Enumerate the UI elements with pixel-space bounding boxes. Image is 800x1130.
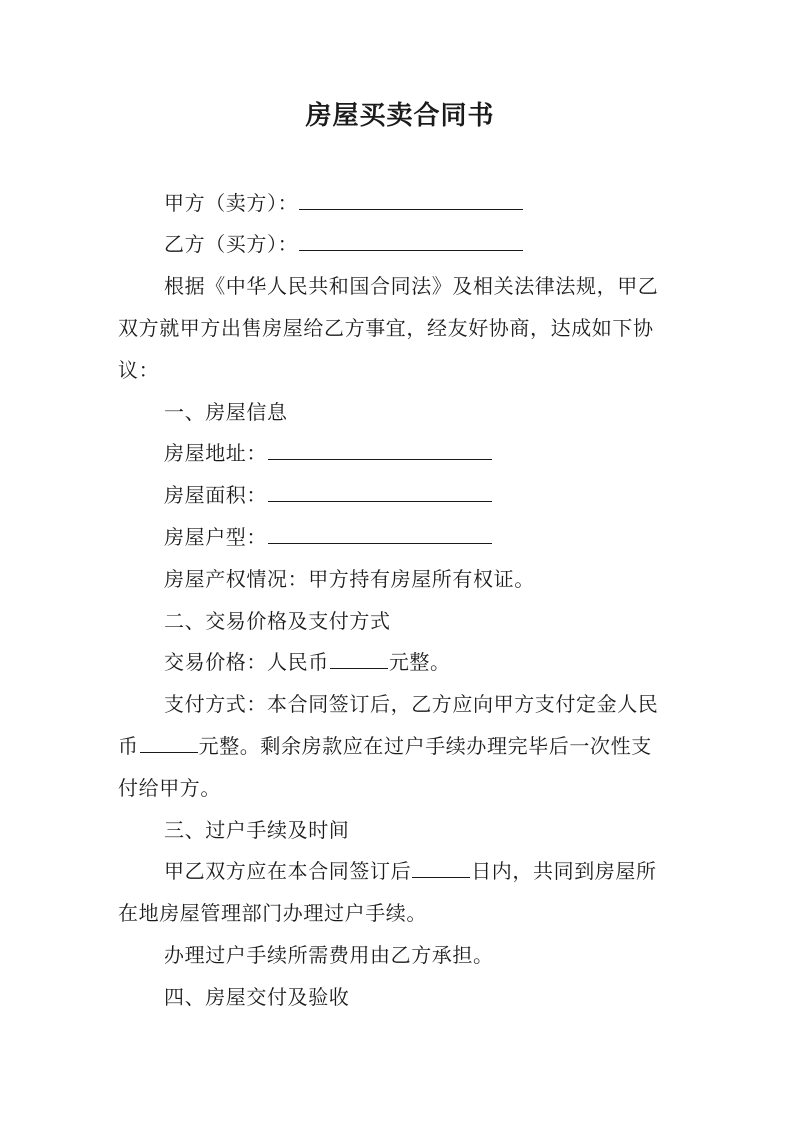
transfer-prefix: 甲乙双方应在本合同签订后 bbox=[164, 859, 412, 883]
section-4-heading: 四、房屋交付及验收 bbox=[164, 985, 350, 1009]
payment-prefix: 币 bbox=[118, 734, 139, 758]
payment-line-3: 付给甲方。 bbox=[118, 776, 221, 800]
deposit-blank[interactable] bbox=[140, 732, 198, 753]
section-3-heading: 三、过户手续及时间 bbox=[164, 818, 350, 842]
preamble-line-1: 根据《中华人民共和国合同法》及相关法律法规，甲乙 bbox=[164, 274, 659, 298]
address-label: 房屋地址： bbox=[164, 441, 267, 465]
transfer-line-2: 在地房屋管理部门办理过户手续。 bbox=[118, 901, 427, 925]
page-title: 房屋买卖合同书 bbox=[305, 101, 495, 131]
section-2-heading: 二、交易价格及支付方式 bbox=[164, 609, 391, 633]
price-prefix: 交易价格：人民币 bbox=[164, 650, 329, 674]
area-label: 房屋面积： bbox=[164, 483, 267, 507]
address-line bbox=[164, 438, 493, 468]
price-line bbox=[164, 647, 451, 677]
party-a-blank[interactable] bbox=[299, 189, 523, 210]
payment-line-1: 支付方式：本合同签订后，乙方应向甲方支付定金人民 bbox=[164, 692, 659, 716]
party-b-line bbox=[164, 229, 524, 259]
transfer-line-1 bbox=[164, 856, 657, 886]
ownership-line: 房屋产权情况：甲方持有房屋所有权证。 bbox=[164, 567, 535, 591]
price-suffix: 元整。 bbox=[388, 650, 451, 674]
transfer-suffix: 日内，共同到房屋所 bbox=[471, 859, 657, 883]
preamble-line-2: 双方就甲方出售房屋给乙方事宜，经友好协商，达成如下协 bbox=[118, 316, 654, 340]
area-blank[interactable] bbox=[268, 481, 492, 502]
layout-blank[interactable] bbox=[268, 523, 492, 544]
party-a-line bbox=[164, 188, 524, 218]
payment-line-2 bbox=[118, 731, 652, 761]
payment-suffix: 元整。剩余房款应在过户手续办理完毕后一次性支 bbox=[198, 734, 652, 758]
party-b-label: 乙方（买方）： bbox=[164, 232, 299, 256]
days-blank[interactable] bbox=[412, 857, 470, 878]
section-1-heading: 一、房屋信息 bbox=[164, 400, 288, 424]
layout-label: 房屋户型： bbox=[164, 525, 267, 549]
party-b-blank[interactable] bbox=[299, 230, 523, 251]
price-blank[interactable] bbox=[330, 648, 388, 669]
layout-line bbox=[164, 522, 493, 552]
preamble-line-3: 议： bbox=[118, 358, 160, 382]
party-a-label: 甲方（卖方）： bbox=[164, 191, 299, 215]
fees-line: 办理过户手续所需费用由乙方承担。 bbox=[164, 943, 494, 967]
area-line bbox=[164, 480, 493, 510]
address-blank[interactable] bbox=[268, 439, 492, 460]
